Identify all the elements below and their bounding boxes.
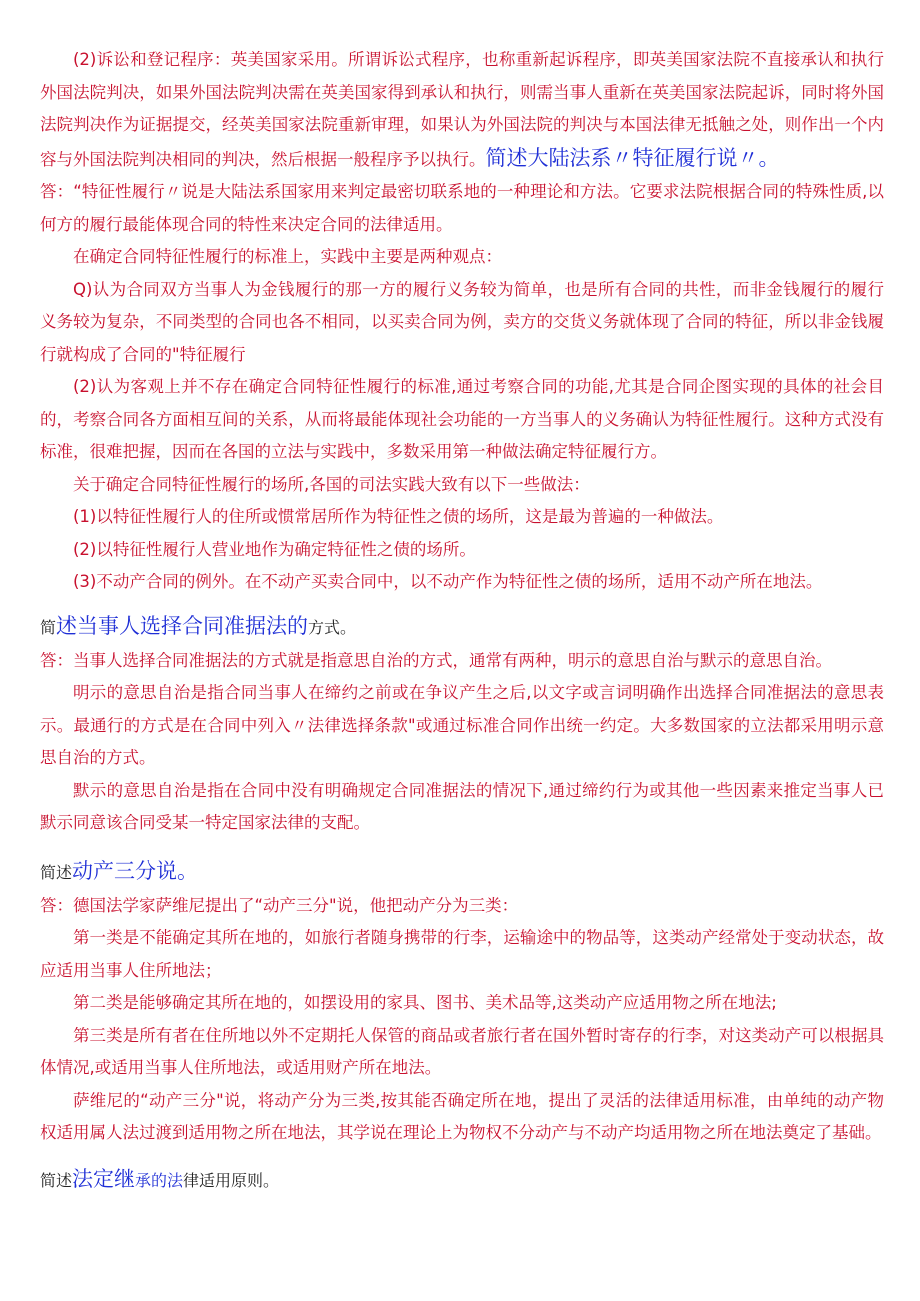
paragraph-standards-intro: 在确定合同特征性履行的标准上，实践中主要是两种观点： <box>73 247 502 266</box>
answer-movables: 答：德国法学家萨维尼提出了“动产三分"说，他把动产分为三类： <box>40 895 519 915</box>
question-main: 法定继 <box>72 1166 136 1191</box>
question-main: 述当事人选择合同准据法的 <box>56 613 309 638</box>
question-title-statutory-succession <box>40 1162 884 1198</box>
paragraph-place-1: (1)以特征性履行人的住所或惯常居所作为特征性之债的场所，这是最为普遍的一种做法。 <box>73 507 724 526</box>
paragraph-viewpoint-1: Q)认为合同双方当事人为金钱履行的那一方的履行义务较为简单，也是所有合同的共性，而非金钱履行的履行义务较为复杂，不同类型的合同也各不相同，以买卖合同为例，卖方的交货义务就体现了合同的特征，所以非金钱履行就构成了合同的"特征履行 <box>40 279 884 364</box>
paragraph-viewpoint-2: (2)认为客观上并不存在确定合同特征性履行的标准,通过考察合同的功能,尤其是合同企图实现的具体的社会目的，考察合同各方面相互间的关系，从而将最能体现社会功能的一方当事人的义务确认为特征性履行。这种方式没有标准，很难把握，因而在各国的立法与实践中，多数采用第一种做法确定特征履行方。 <box>40 377 884 461</box>
paragraph-text: (2)诉讼和登记程序：英美国家采用。所谓诉讼式程序，也称重新起诉程序，即英美国家法院不直接承认和执行外国法院判决，如果外国法院判决需在英美国家得到承认和执行，则需当事人重新在英美国家法院起诉，同时将外国法院判决作为证据提交，经英美国家法院重新审理，如果认为外国法院的判决与本国法律无抵触之处，则作出一个内容与外国法院判决相同的判决，然后根据一般程序予以执行。 <box>40 50 884 169</box>
question-suffix: 方式。 <box>308 617 357 637</box>
question-title-movables <box>40 854 884 890</box>
paragraph-place-intro: 关于确定合同特征性履行的场所,各国的司法实践大致有以下一些做法： <box>73 474 590 494</box>
paragraph-movables-type-1: 第一类是不能确定其所在地的，如旅行者随身携带的行李，运输途中的物品等，这类动产经常处于变动状态，故应适用当事人住所地法； <box>40 928 884 980</box>
question-suffix: 律适用原则。 <box>183 1170 280 1190</box>
paragraph-savigny-summary: 萨维尼的“动产三分"说，将动产分为三类,按其能否确定所在地，提出了灵活的法律适用标准，由单纯的动产物权适用属人法过渡到适用物之所在地法，其学说在理论上为物权不分动产与不动产均适用物之所在地法奠定了基础。 <box>40 1090 884 1142</box>
question-title-choice-of-law <box>40 609 884 645</box>
question-mid: 承的法 <box>135 1170 184 1190</box>
paragraph-movables-type-3: 第三类是所有者在住所地以外不定期托人保管的商品或者旅行者在国外暂时寄存的行李，对这类动产可以根据具体情况,或适用当事人住所地法，或适用财产所在地法。 <box>40 1025 884 1077</box>
paragraph-litigation-procedure <box>40 44 884 176</box>
answer-choice-of-law: 答：当事人选择合同准据法的方式就是指意思自治的方式，通常有两种，明示的意思自治与默示的意思自治。 <box>40 650 832 670</box>
question-prefix: 简述 <box>40 1170 73 1190</box>
answer-characteristic-performance: 答：“特征性履行〃说是大陆法系国家用来判定最密切联系地的一种理论和方法。它要求法院根据合同的特殊性质,以何方的履行最能体现合同的特性来决定合同的法律适用。 <box>40 182 884 234</box>
question-main: 动产三分说 <box>72 858 178 883</box>
question-suffix: 。 <box>177 858 199 883</box>
paragraph-place-2: (2)以特征性履行人营业地作为确定特征性之债的场所。 <box>73 539 476 559</box>
question-title-characteristic-performance: 简述大陆法系〃特征履行说〃。 <box>485 145 780 170</box>
paragraph-implied-autonomy: 默示的意思自治是指在合同中没有明确规定合同准据法的情况下,通过缔约行为或其他一些因素来推定当事人已默示同意该合同受某一特定国家法律的支配。 <box>40 780 884 832</box>
paragraph-express-autonomy: 明示的意思自治是指合同当事人在缔约之前或在争议产生之后,以文字或言词明确作出选择合同准据法的意思表示。最通行的方式是在合同中列入〃法律选择条款"或通过标准合同作出统一约定。大多数国家的立法都采用明示意思自治的方式。 <box>40 683 884 767</box>
paragraph-movables-type-2: 第二类是能够确定其所在地的，如摆设用的家具、图书、美术品等,这类动产应适用物之所在地法; <box>73 993 777 1012</box>
question-prefix: 简 <box>40 617 57 637</box>
question-prefix: 简述 <box>40 862 73 882</box>
paragraph-place-3: (3)不动产合同的例外。在不动产买卖合同中，以不动产作为特征性之债的场所，适用不动产所在地法。 <box>73 572 823 591</box>
